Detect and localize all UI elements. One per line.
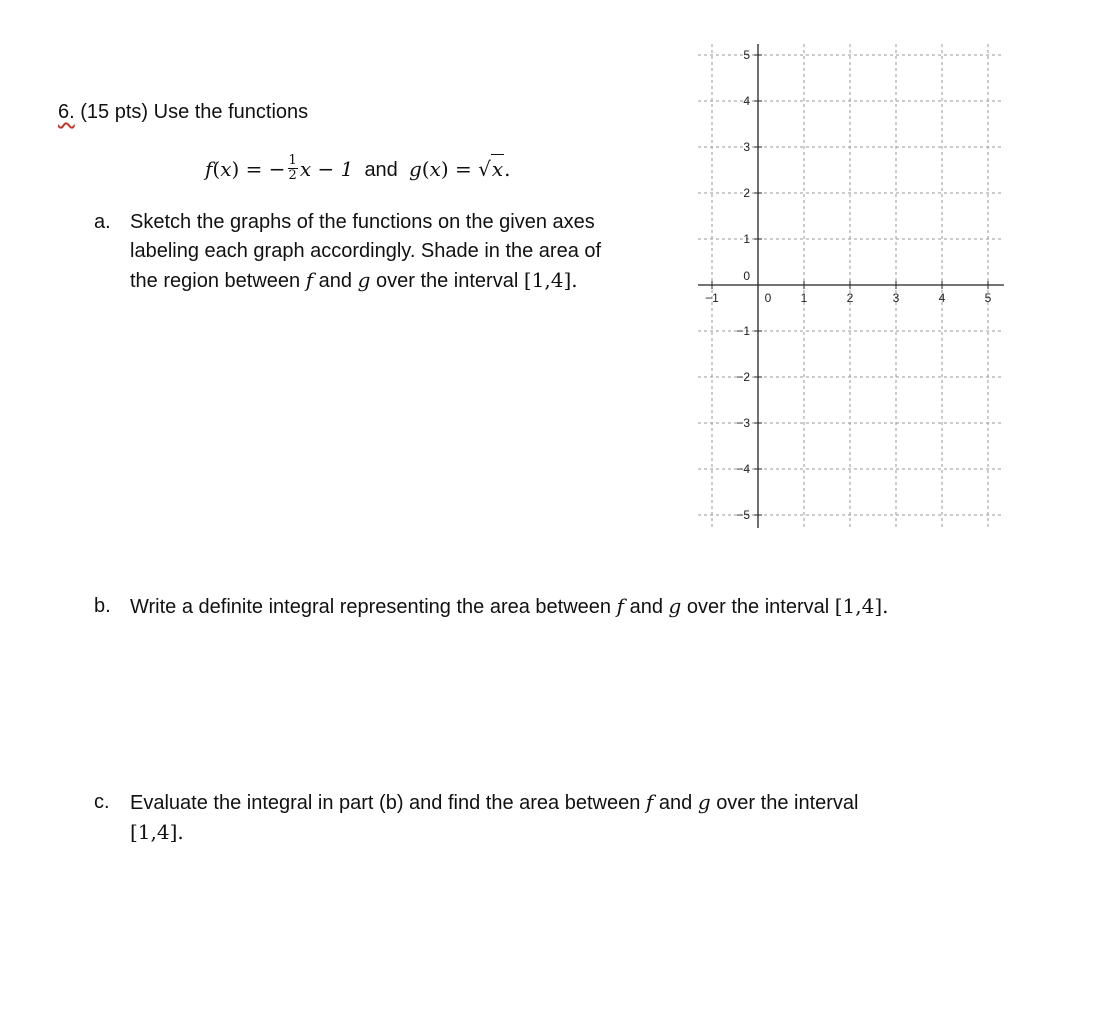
- y-tick-label: 4: [743, 94, 750, 108]
- part-c-letter: c.: [94, 791, 110, 813]
- problem-header: [58, 98, 308, 127]
- g-name: g: [408, 157, 422, 181]
- part-a-letter: a.: [94, 211, 111, 233]
- part-c-text: Evaluate the integral in part (b) and find the area between f and g over the interval [1,4].: [130, 790, 859, 844]
- x-tick-label: −1: [705, 291, 719, 305]
- problem-points: (15 pts): [80, 101, 149, 123]
- part-b-text: Write a definite integral representing the area between f and g over the interval [1,4].: [130, 594, 889, 618]
- function-definitions: f(x) = − $\frac{1}{2}$ x − 1 and g(x) = √x.: [205, 153, 511, 184]
- x-tick-label: 0: [764, 291, 772, 305]
- y-tick-label: 0: [743, 269, 750, 283]
- x-tick-label: 1: [800, 291, 808, 305]
- f-rhs: x − 1: [299, 157, 354, 181]
- f-sign: −: [268, 157, 286, 181]
- y-tick-label: −5: [736, 508, 750, 522]
- part-a-text: Sketch the graphs of the functions on the given axes labeling each graph accordingly. Shade in the area of the region between f and g over the interval [1,4].: [130, 211, 602, 292]
- y-tick-label: −3: [736, 416, 750, 430]
- part-b-letter: b.: [94, 595, 111, 617]
- x-tick-label: 4: [938, 291, 946, 305]
- f-name: f: [205, 157, 213, 181]
- y-tick-label: 5: [743, 48, 750, 62]
- x-tick-label: 5: [984, 291, 992, 305]
- y-tick-label: −4: [736, 462, 750, 476]
- connector-and: and: [364, 159, 398, 181]
- problem-number: 6.: [58, 101, 75, 123]
- y-tick-label: 3: [743, 140, 750, 154]
- f-var: x: [220, 157, 232, 181]
- coordinate-grid: [690, 36, 1010, 546]
- y-tick-label: −1: [736, 324, 750, 338]
- g-radicand: x: [491, 154, 504, 184]
- y-tick-label: 2: [743, 186, 750, 200]
- y-tick-label: −2: [736, 370, 750, 384]
- f-fraction: $\frac{1}{2}$: [288, 153, 297, 184]
- problem-intro: Use the functions: [153, 101, 309, 123]
- x-tick-label: 2: [846, 291, 854, 305]
- x-tick-label: 3: [892, 291, 900, 305]
- y-tick-label: 1: [743, 232, 750, 246]
